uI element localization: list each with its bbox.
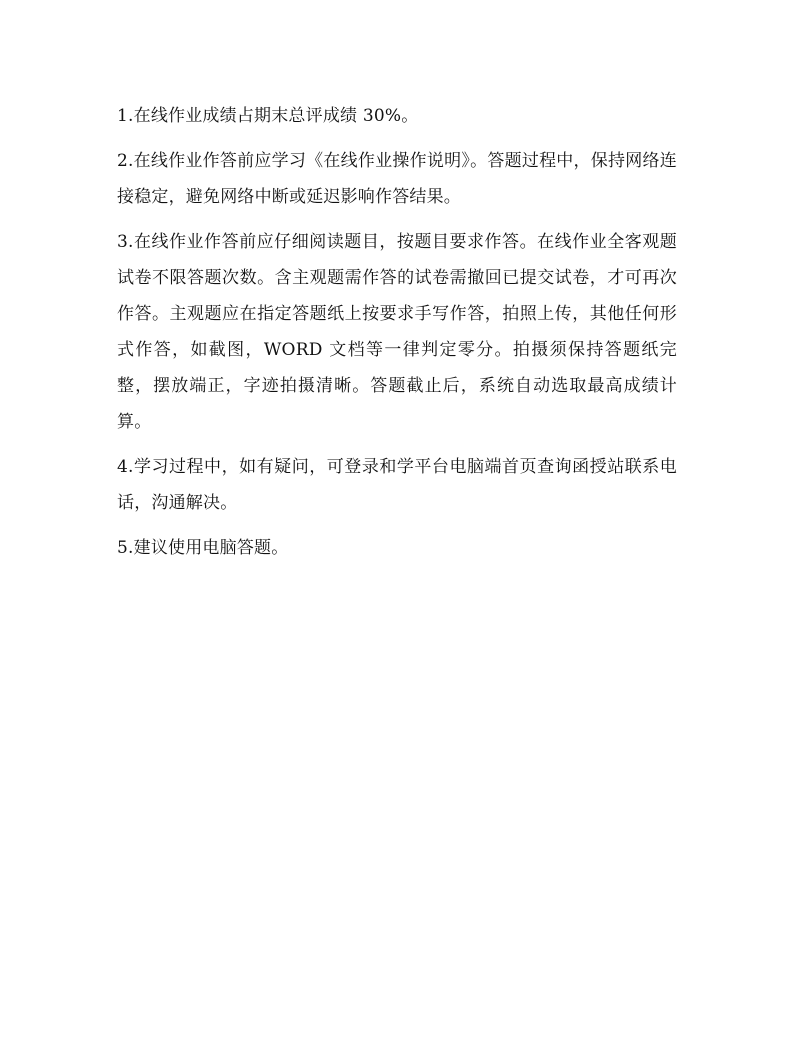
instruction-item-1: 1.在线作业成绩占期末总评成绩 30%。 (117, 106, 419, 126)
instruction-item-4: 4.学习过程中，如有疑问，可登录和学平台电脑端首页查询函授站联系电话，沟通解决。 (117, 457, 677, 513)
instructions-list (117, 98, 677, 566)
instruction-item-3: 3.在线作业作答前应仔细阅读题目，按题目要求作答。在线作业全客观题试卷不限答题次数。含主观题需作答的试卷需撤回已提交试卷，才可再次作答。主观题应在指定答题纸上按要求手写作答，拍照上传，其他任何形式作答，如截图，WORD 文档等一律判定零分。拍摄须保持答题纸完整，摆放端正，字迹拍摄清晰。答题截止后，系统自动选取最高成绩计算。 (117, 232, 677, 432)
instruction-item-5: 5.建议使用电脑答题。 (117, 538, 289, 558)
instruction-item-2: 2.在线作业作答前应学习《在线作业操作说明》。答题过程中，保持网络连接稳定，避免网络中断或延迟影响作答结果。 (117, 151, 677, 207)
